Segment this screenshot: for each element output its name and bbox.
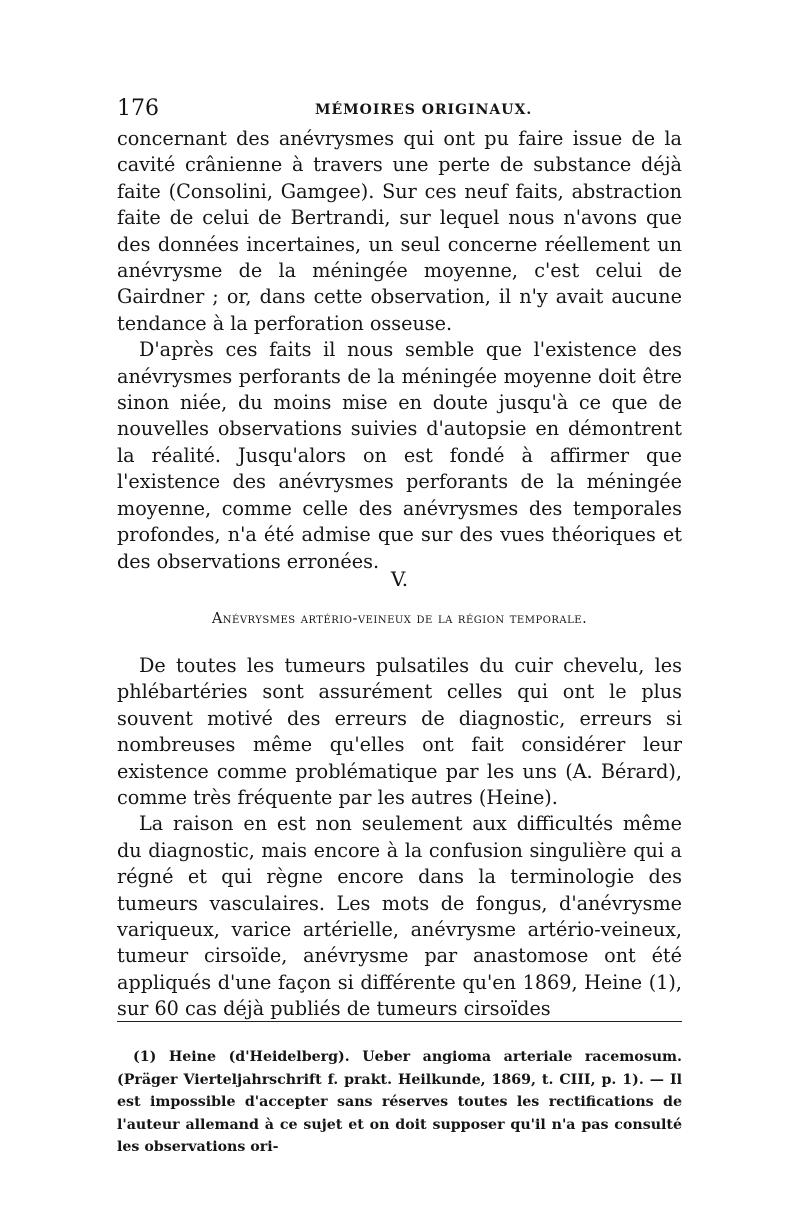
footnote [117, 1046, 682, 1159]
page-header [117, 96, 682, 126]
footnote-text: (1) Heine (d'Heidelberg). Ueber angioma arteriale racemosum. (Präger Vierteljahrschrift f. prakt. Heilkunde, 1869, t. CIII, p. 1). — Il est impossible d'accepter sans réserves toutes les rectifications de l'auteur allemand à ce sujet et on doit supposer qu'il n'a pas consulté les observations ori- [117, 1049, 682, 1155]
footnote-rule [117, 1021, 682, 1022]
body-text-upper [117, 126, 682, 575]
page-number: 176 [117, 96, 159, 121]
running-title: MÉMOIRES ORIGINAUX. [315, 102, 533, 118]
paragraph-4: La raison en est non seulement aux difficultés même du diagnostic, mais encore à la confusion singulière qui a régné et qui règne encore dans la terminologie des tumeurs vasculaires. Les mots de fongus, d'anévrysme variqueux, varice artérielle, anévrysme artério-veineux, tumeur cirsoïde, anévrysme par anastomose ont été appliqués d'une façon si différente qu'en 1869, Heine (1), sur 60 cas déjà publiés de tumeurs cirsoïdes [117, 812, 682, 1021]
section-title [117, 611, 682, 627]
body-text-lower [117, 653, 682, 1023]
paragraph-3: De toutes les tumeurs pulsatiles du cuir chevelu, les phlébartéries sont assurément celles qui ont le plus souvent motivé des erreurs de diagnostic, erreurs si nombreuses même qu'elles ont fait considérer leur existence comme problématique par les uns (A. Bérard), comme très fréquente par les autres (Heine). [117, 654, 682, 810]
section-title-text: Anévrysmes artério-veineux de la région temporale. [211, 611, 588, 627]
section-number: V. [390, 567, 409, 591]
paragraph-2: D'après ces faits il nous semble que l'existence des anévrysmes perforants de la méningée moyenne doit être sinon niée, du moins mise en doute jusqu'à ce que de nouvelles observations suivies d'autopsie en démontrent la réalité. Jusqu'alors on est fondé à affirmer que l'existence des anévrysmes perforants de la méningée moyenne, comme celle des anévrysmes des temporales profondes, n'a été admise que sur des vues théoriques et des observations erronées. [117, 338, 682, 573]
paragraph-1: concernant des anévrysmes qui ont pu faire issue de la cavité crânienne à travers une perte de substance déjà faite (Consolini, Gamgee). Sur ces neuf faits, abstraction faite de celui de Bertrandi, sur lequel nous n'avons que des données incertaines, un seul concerne réellement un anévrysme de la méningée moyenne, c'est celui de Gairdner ; or, dans cette observation, il n'y avait aucune tendance à la perforation osseuse. [117, 127, 682, 335]
